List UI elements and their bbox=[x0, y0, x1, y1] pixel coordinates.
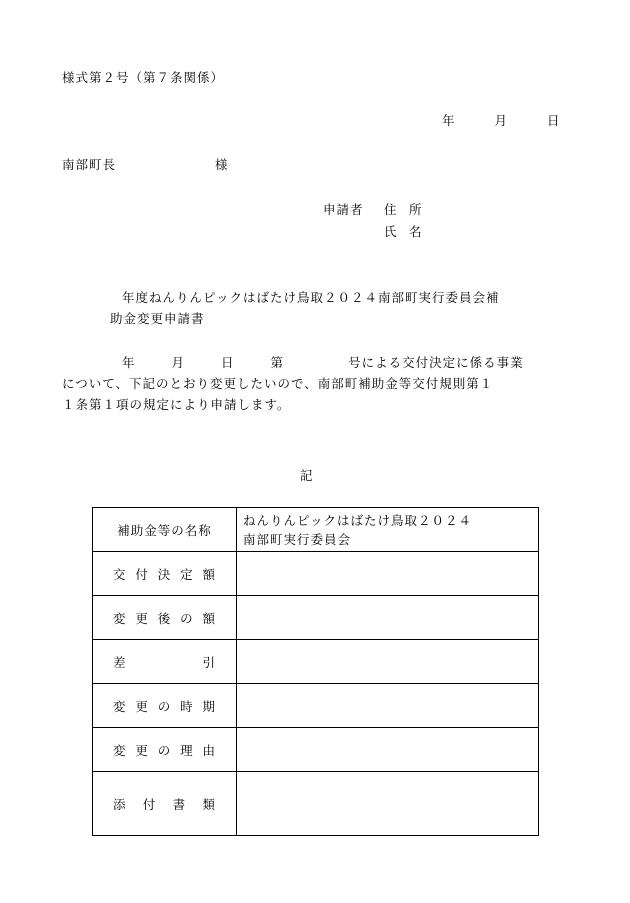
subsidy-name-line-1: ねんりんピックはばたけ鳥取２０２４ bbox=[243, 512, 473, 528]
difference-field[interactable] bbox=[237, 640, 539, 684]
body-year: 年 bbox=[122, 355, 136, 370]
date-year: 年 bbox=[442, 113, 455, 128]
document-title bbox=[62, 287, 562, 329]
table-row bbox=[93, 728, 539, 772]
body-line-1 bbox=[62, 352, 572, 373]
ki-heading: 記 bbox=[300, 468, 313, 483]
body-line-1-tail: 号による交付決定に係る事業 bbox=[348, 355, 524, 370]
date-month: 月 bbox=[494, 113, 507, 128]
title-line-2: 助金変更申請書 bbox=[110, 311, 205, 326]
grant-decision-amount-field[interactable] bbox=[237, 552, 539, 596]
table-row bbox=[93, 684, 539, 728]
attached-documents-label: 添 付 書 類 bbox=[93, 772, 237, 836]
title-line-1: 年度ねんりんピックはばたけ鳥取２０２４南部町実行委員会補 bbox=[122, 290, 500, 305]
table-row bbox=[93, 772, 539, 836]
body-day: 日 bbox=[221, 355, 235, 370]
subsidy-name-label: 補助金等の名称 bbox=[93, 508, 237, 552]
applicant-address-label: 住 所 bbox=[384, 202, 422, 217]
addressee-honorific: 様 bbox=[215, 157, 228, 172]
body-paragraph bbox=[62, 352, 572, 415]
change-reason-field[interactable] bbox=[237, 728, 539, 772]
amount-after-change-field[interactable] bbox=[237, 596, 539, 640]
body-line-3: １条第１項の規定により申請します。 bbox=[62, 397, 291, 412]
table-row bbox=[93, 552, 539, 596]
change-reason-label: 変 更 の 理 由 bbox=[93, 728, 237, 772]
table-row bbox=[93, 596, 539, 640]
subsidy-name-line-2: 南部町実行委員会 bbox=[243, 531, 352, 547]
table-row bbox=[93, 640, 539, 684]
application-table bbox=[92, 507, 539, 836]
date-day: 日 bbox=[546, 113, 560, 128]
form-number: 様式第２号（第７条関係） bbox=[62, 70, 225, 85]
addressee-name: 南部町長 bbox=[62, 157, 117, 172]
table-row bbox=[93, 508, 539, 552]
grant-decision-amount-label: 交 付 決 定 額 bbox=[93, 552, 237, 596]
applicant-name-label: 氏 名 bbox=[384, 224, 422, 239]
body-line-2: について、下記のとおり変更したいので、南部町補助金等交付規則第１ bbox=[62, 376, 494, 391]
date-line bbox=[442, 111, 559, 129]
change-timing-label: 変 更 の 時 期 bbox=[93, 684, 237, 728]
attached-documents-field[interactable] bbox=[237, 772, 539, 836]
amount-after-change-label: 変 更 後 の 額 bbox=[93, 596, 237, 640]
change-timing-field[interactable] bbox=[237, 684, 539, 728]
applicant-label: 申請者 bbox=[323, 202, 364, 217]
difference-label: 差 引 bbox=[93, 640, 237, 684]
subsidy-name-value bbox=[237, 508, 539, 552]
body-month: 月 bbox=[171, 355, 186, 370]
body-number-prefix: 第 bbox=[270, 355, 285, 370]
